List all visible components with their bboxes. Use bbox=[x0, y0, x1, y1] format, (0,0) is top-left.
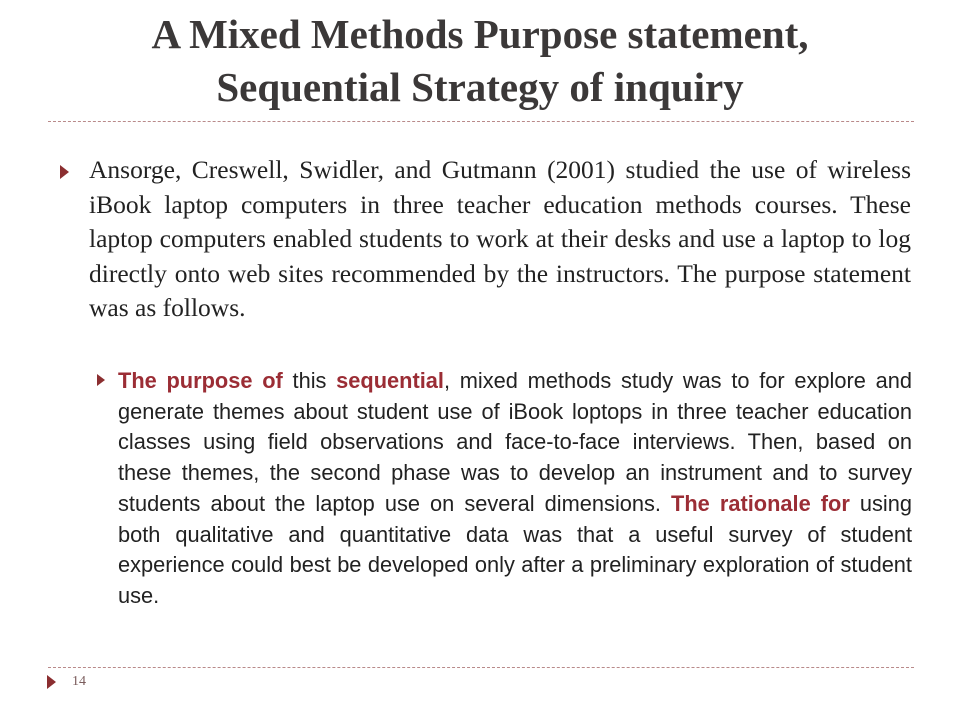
footer-arrow-icon bbox=[47, 675, 56, 689]
page-number: 14 bbox=[72, 674, 86, 689]
highlight-sequential: sequential bbox=[336, 368, 444, 393]
title-line-1: A Mixed Methods Purpose statement, bbox=[151, 11, 809, 57]
paragraph-2-text-2: , mixed methods study was to for explore and generate themes about student use of iBook loptops in three teacher education classes using field observations and face-to-face interviews. Then, based on these themes, the second phase was to develop an instrument and to survey students about the laptop use on several dimensions. bbox=[118, 368, 912, 516]
bullet-paragraph-1: Ansorge, Creswell, Swidler, and Gutmann (2001) studied the use of wireless iBook laptop computers in three teacher education methods courses. These laptop computers enabled students to work at their desks and use a laptop to log directly onto web sites recommended by the instructors. The purpose statement was as follows. bbox=[89, 155, 911, 322]
slide-title bbox=[40, 8, 920, 114]
bullet-arrow-icon bbox=[60, 165, 69, 179]
sub-bullet-arrow-icon bbox=[97, 374, 105, 386]
highlight-purpose: The purpose of bbox=[118, 368, 283, 393]
paragraph-2-text-1: this bbox=[282, 368, 337, 393]
title-line-2: Sequential Strategy of inquiry bbox=[216, 64, 744, 110]
bullet-paragraph-2 bbox=[118, 366, 912, 612]
paragraph-2-text-3: using both qualitative and quantitative data was that a useful survey of student experience could best be developed only after a preliminary exploration of student use. bbox=[118, 490, 912, 608]
footer-divider bbox=[48, 667, 914, 668]
highlight-rationale: The rationale for bbox=[671, 490, 850, 516]
title-divider bbox=[48, 121, 914, 122]
